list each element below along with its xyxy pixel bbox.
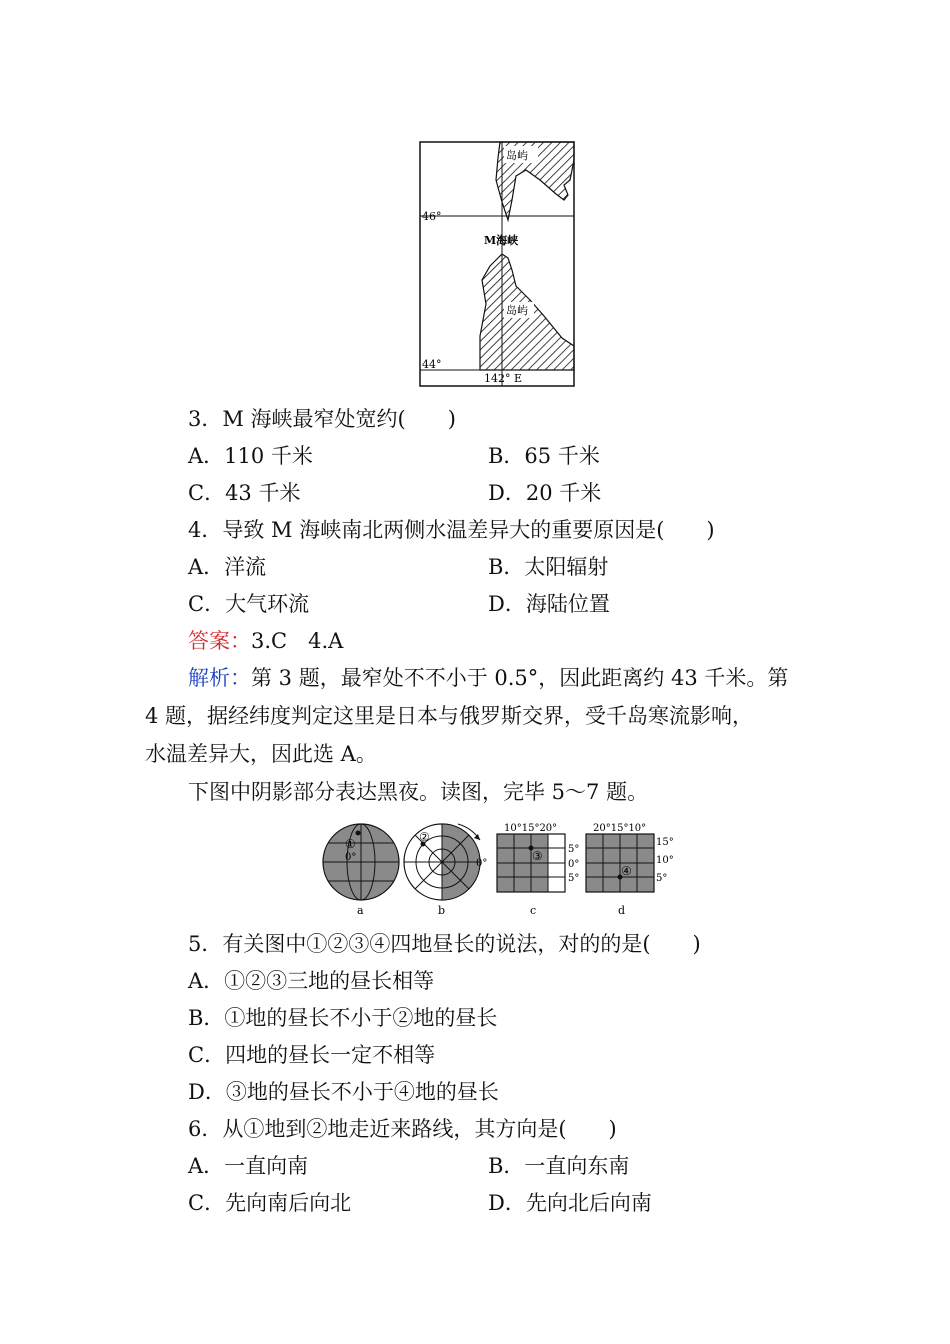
figure-b-zero: 0°: [476, 858, 488, 869]
q3-option-d: D．20 千米: [488, 481, 602, 505]
q4-option-d: D．海陆位置: [488, 592, 610, 616]
q3-option-c: C．43 千米: [188, 481, 301, 505]
figure-a-label: a: [357, 904, 364, 917]
figure-c-label: c: [530, 904, 537, 917]
lat-46-label: 46°: [422, 210, 442, 223]
q6-option-c: C．先向南后向北: [188, 1191, 352, 1215]
q3-option-b: B．65 千米: [488, 444, 600, 468]
lon-142-label: 142° E: [484, 372, 523, 385]
q6-option-d: D．先向北后向南: [488, 1191, 652, 1215]
lat-44-label: 44°: [422, 358, 442, 371]
figure-a: [323, 824, 399, 917]
figure-a-marker: ①: [345, 837, 356, 851]
q5-option-a: A．①②③三地的昼长相等: [188, 969, 435, 993]
answer-label: 答案：: [188, 629, 251, 653]
strait-label: M海峡: [484, 234, 519, 247]
strait-map: [418, 140, 576, 388]
figure-d-r2: 10°: [656, 855, 674, 866]
q3-option-a: A．110 千米: [188, 444, 313, 468]
figure-b-label: b: [438, 904, 446, 917]
figure-c-r1: 5°: [568, 844, 580, 855]
analysis-text-1: 第 3 题，最窄处不不小于 0.5°，因此距离约 43 千米。第: [251, 666, 789, 690]
analysis-text-3: 水温差异大，因此选 A。: [145, 742, 377, 766]
figure-d-label: d: [618, 904, 626, 917]
q6-stem: 6．从①地到②地走近来路线，其方向是( ): [188, 1117, 617, 1141]
figure-b-marker: ②: [419, 830, 430, 844]
figure-d: [586, 823, 674, 917]
q6-option-a: A．一直向南: [188, 1154, 309, 1178]
south-island-label: 岛屿: [506, 304, 528, 317]
intro-span: 下图中阴影部分表达黑夜。读图，完毕 5～7 题。: [188, 780, 649, 804]
point-1-dot: [356, 831, 361, 836]
q5-stem: 5．有关图中①②③④四地昼长的说法，对的的是( ): [188, 932, 701, 956]
q4-option-a: A．洋流: [188, 555, 267, 579]
q3-stem: 3．M 海峡最窄处宽约( ): [188, 407, 456, 431]
figure-d-r3: 5°: [656, 873, 668, 884]
analysis-label: 解析：: [188, 666, 251, 690]
day-night-figures: [318, 818, 688, 920]
q5-option-b: B．①地的昼长不小于②地的昼长: [188, 1006, 498, 1030]
figure-a-zero: 0°: [345, 852, 357, 863]
figure-c-marker: ③: [532, 849, 543, 863]
answer-value: 3.C 4.A: [251, 629, 344, 653]
figure-c-top: 10°15°20°: [504, 823, 558, 834]
figure-c: [497, 823, 579, 917]
analysis-line-1: [188, 664, 788, 692]
figure-d-top: 20°15°10°: [593, 823, 647, 834]
intro-text: [188, 778, 648, 806]
figure-c-r3: 5°: [568, 873, 580, 884]
figure-c-r2: 0°: [568, 859, 580, 870]
figure-d-marker: ④: [621, 864, 632, 878]
north-island-label: 岛屿: [506, 149, 528, 162]
figure-d-r1: 15°: [656, 837, 674, 848]
q6-option-b: B．一直向东南: [488, 1154, 630, 1178]
q4-option-c: C．大气环流: [188, 592, 310, 616]
q5-option-c: C．四地的昼长一定不相等: [188, 1043, 436, 1067]
analysis-text-2: 4 题，据经纬度判定这里是日本与俄罗斯交界，受千岛寒流影响，: [145, 704, 754, 728]
figure-b: [404, 824, 487, 917]
q4-stem: 4．导致 M 海峡南北两侧水温差异大的重要原因是( ): [188, 518, 715, 542]
q4-option-b: B．太阳辐射: [488, 555, 609, 579]
q5-option-d: D．③地的昼长不小于④地的昼长: [188, 1080, 499, 1104]
answer-line: [188, 627, 343, 655]
